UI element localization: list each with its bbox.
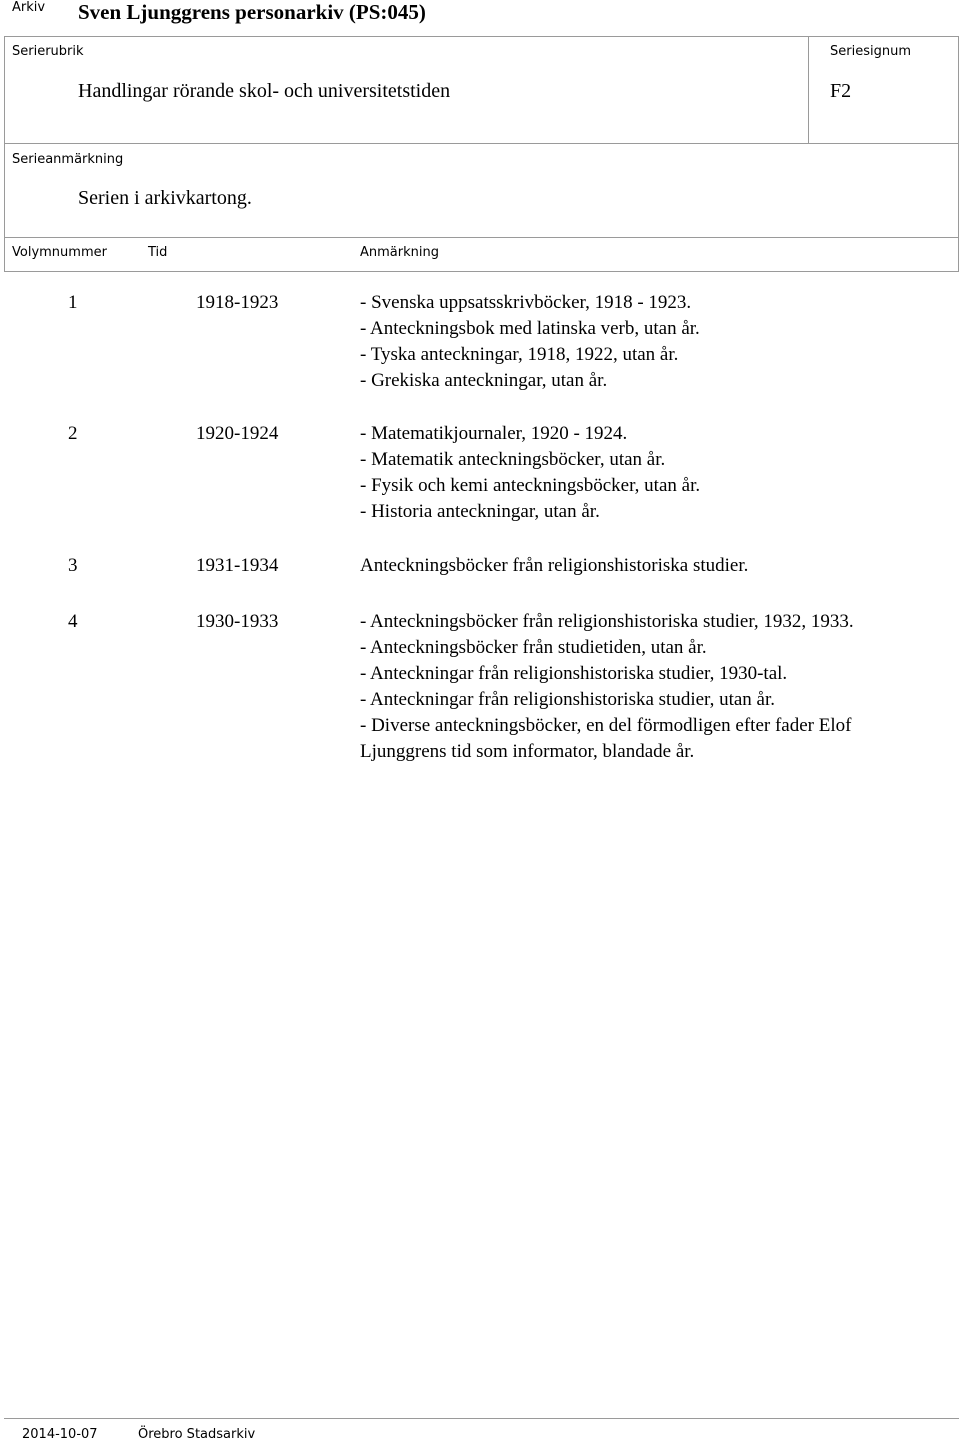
row-tid: 1918-1923 [196, 292, 279, 313]
anmarkning-line: - Fysik och kemi anteckningsböcker, utan år. [360, 475, 701, 496]
seriesignum-value: F2 [830, 80, 852, 102]
anmarkning-line: - Matematikjournaler, 1920 - 1924. [360, 423, 628, 444]
footer-divider [4, 1418, 959, 1419]
column-header-anmarkning: Anmärkning [360, 245, 439, 260]
anmarkning-line: - Diverse anteckningsböcker, en del förmodligen efter fader Elof [360, 715, 852, 736]
row-tid: 1931-1934 [196, 555, 279, 576]
row-anmarkning [360, 609, 854, 765]
footer-date: 2014-10-07 [22, 1427, 98, 1442]
anmarkning-line: - Grekiska anteckningar, utan år. [360, 370, 608, 391]
serieanmarkning-label: Serieanmärkning [12, 152, 124, 167]
row-volym: 3 [68, 555, 78, 576]
anmarkning-line: - Anteckningsböcker från studietiden, utan år. [360, 637, 707, 658]
anmarkning-line: - Anteckningar från religionshistoriska studier, 1930-tal. [360, 663, 788, 684]
anmarkning-line: - Anteckningsböcker från religionshistoriska studier, 1932, 1933. [360, 611, 854, 632]
anmarkning-line: - Anteckningsbok med latinska verb, utan år. [360, 318, 700, 339]
row-tid: 1920-1924 [196, 423, 279, 444]
serie-divider-2 [5, 237, 958, 238]
anmarkning-line: Anteckningsböcker från religionshistoriska studier. [360, 555, 749, 576]
row-tid: 1930-1933 [196, 611, 279, 632]
serierubrik-label: Serierubrik [12, 44, 84, 59]
footer-institution: Örebro Stadsarkiv [138, 1427, 256, 1442]
serierubrik-value: Handlingar rörande skol- och universitetstiden [78, 80, 451, 102]
anmarkning-line: - Matematik anteckningsböcker, utan år. [360, 449, 666, 470]
seriesignum-label: Seriesignum [830, 44, 911, 59]
anmarkning-line: - Historia anteckningar, utan år. [360, 501, 600, 522]
column-header-tid: Tid [148, 245, 168, 260]
anmarkning-line: Ljunggrens tid som informator, blandade år. [360, 741, 695, 762]
anmarkning-line: - Anteckningar från religionshistoriska studier, utan år. [360, 689, 776, 710]
anmarkning-line: - Svenska uppsatsskrivböcker, 1918 - 1923. [360, 292, 692, 313]
row-volym: 2 [68, 423, 78, 444]
serie-divider-1 [5, 143, 958, 144]
row-anmarkning [360, 421, 700, 525]
arkiv-label: Arkiv [12, 0, 46, 15]
serieanmarkning-value: Serien i arkivkartong. [78, 187, 252, 209]
row-volym: 4 [68, 611, 78, 632]
archive-title: Sven Ljunggrens personarkiv (PS:045) [78, 0, 426, 24]
row-anmarkning [360, 290, 700, 394]
anmarkning-line: - Tyska anteckningar, 1918, 1922, utan år. [360, 344, 679, 365]
row-anmarkning [360, 553, 748, 579]
row-volym: 1 [68, 292, 78, 313]
column-header-volymnummer: Volymnummer [12, 245, 107, 260]
serie-divider-vertical [808, 37, 809, 143]
